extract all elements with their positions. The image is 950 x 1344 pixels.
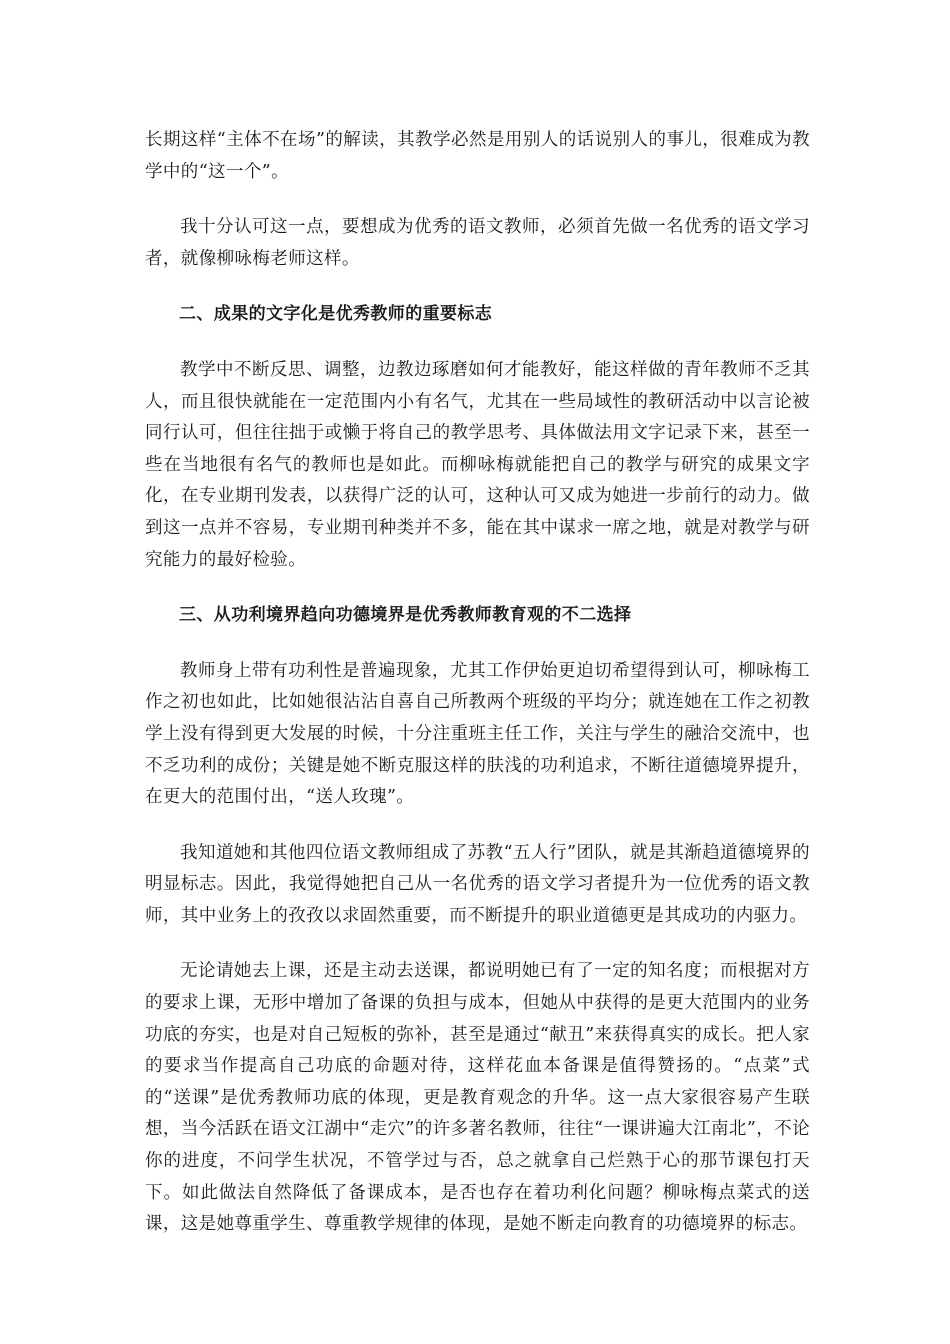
paragraph-6: 无论请她去上课，还是主动去送课，都说明她已有了一定的知名度；而根据对方的要求上课，无形中增加了备课的负担与成本，但她从中获得的是更大范围内的业务功底的夯实，也是对自己短板的弥补，甚至是通过“献丑”来获得真实的成长。把人家的要求当作提高自己功底的命题对待，这样花血本备课是值得赞扬的。“点菜”式的“送课”是优秀教师功底的体现，更是教育观念的升华。这一点大家很容易产生联想，当今活跃在语文江湖中“走穴”的许多著名教师，往往“一课讲遍大江南北”，不论你的进度，不问学生状况，不管学过与否，总之就拿自己烂熟于心的那节课包打天下。如此做法自然降低了备课成本，是否也存在着功利化问题？柳咏梅点菜式的送课，这是她尊重学生、尊重教学规律的体现，是她不断走向教育的功德境界的标志。 (145, 961, 810, 1235)
paragraph-4: 教师身上带有功利性是普遍现象，尤其工作伊始更迫切希望得到认可，柳咏梅工作之初也如此，比如她很沾沾自喜自己所教两个班级的平均分；就连她在工作之初教学上没有得到更大发展的时候，十分注重班主任工作，关注与学生的融洽交流中，也不乏功利的成份；关键是她不断克服这样的肤浅的功利追求，不断往道德境界提升，在更大的范围付出，“送人玫瑰”。 (145, 660, 810, 808)
paragraph-3: 教学中不断反思、调整，边教边琢磨如何才能教好，能这样做的青年教师不乏其人，而且很快就能在一定范围内小有名气，尤其在一些局域性的教研活动中以言论被同行认可，但往往拙于或懒于将自己的教学思考、具体做法用文字记录下来，甚至一些在当地很有名气的教师也是如此。而柳咏梅就能把自己的教学与研究的成果文字化，在专业期刊发表，以获得广泛的认可，这种认可又成为她进一步前行的动力。做到这一点并不容易，专业期刊种类并不多，能在其中谋求一席之地，就是对教学与研究能力的最好检验。 (145, 359, 810, 570)
section-heading-3: 三、从功利境界趋向功德境界是优秀教师教育观的不二选择 (179, 605, 632, 626)
document-body (145, 125, 810, 1265)
paragraph-5: 我知道她和其他四位语文教师组成了苏教“五人行”团队，就是其渐趋道德境界的明显标志。因此，我觉得她把自己从一名优秀的语文学习者提升为一位优秀的语文教师，其中业务上的孜孜以求固然重要，而不断提升的职业道德更是其成功的内驱力。 (145, 842, 810, 926)
paragraph-2: 我十分认可这一点，要想成为优秀的语文教师，必须首先做一名优秀的语文学习者，就像柳咏梅老师这样。 (145, 217, 810, 269)
section-heading-2: 二、成果的文字化是优秀教师的重要标志 (179, 304, 493, 325)
paragraph-1: 长期这样“主体不在场”的解读，其教学必然是用别人的话说别人的事儿，很难成为教学中的“这一个”。 (145, 130, 810, 182)
